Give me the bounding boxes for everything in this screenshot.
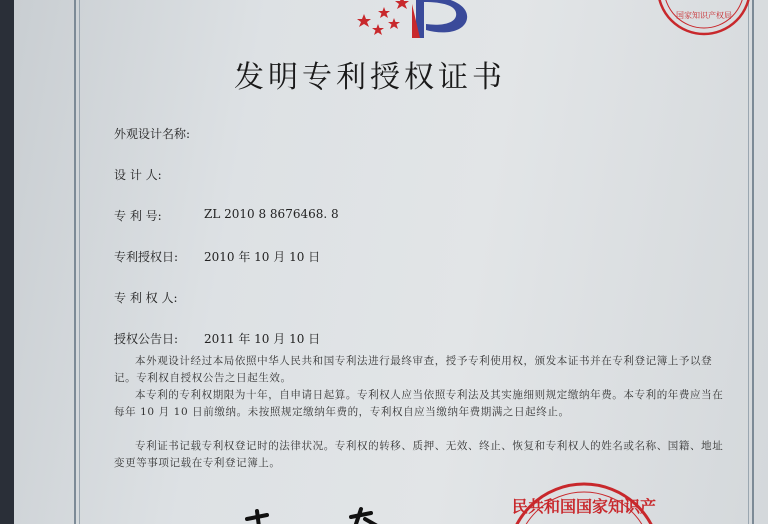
signature: [239, 505, 399, 524]
patent-number-value: ZL 2010 8 8676468. 8: [204, 207, 339, 221]
designer-label: 设 计 人:: [114, 168, 162, 182]
official-seal-top: [644, 0, 764, 38]
certificate-paper: [14, 0, 768, 524]
grant-date-value: 2010 年 10 月 10 日: [204, 250, 321, 264]
seal-top-inner-text: 国家知识产权局: [676, 11, 732, 20]
design-name-label: 外观设计名称:: [114, 127, 191, 141]
patentee-label: 专 利 权 人:: [114, 291, 178, 305]
certificate-title: 发明专利授权证书: [234, 60, 506, 95]
paragraph-2: 本专利的专利权期限为十年，自申请日起算。专利权人应当依照专利法及其实施细则规定缴纳年费。本专利的年费应当在每年 10 月 10 日前缴纳。未按照规定缴纳年费的，专利权自应当缴纳年费期满之日起终止。: [114, 389, 724, 418]
announce-date-label: 授权公告日:: [114, 332, 179, 346]
patent-office-emblem: [354, 0, 484, 40]
announce-date-value: 2011 年 10 月 10 日: [204, 332, 321, 346]
seal-top-text: [681, 0, 726, 1]
grant-date-label: 专利授权日:: [114, 250, 179, 264]
patent-number-label: 专 利 号:: [114, 209, 162, 223]
official-seal-bottom: [484, 480, 684, 524]
paragraph-1: 本外观设计经过本局依照中华人民共和国专利法进行最终审查，授予专利使用权，颁发本证书并在专利登记簿上予以登记。专利权自授权公告之日起生效。: [114, 355, 713, 384]
paragraph-3: 专利证书记载专利权登记时的法律状况。专利权的转移、质押、无效、终止、恢复和专利权人的姓名或名称、国籍、地址变更等事项记载在专利登记簿上。: [114, 440, 724, 469]
seal-bottom-text: 民共和国国家知识产: [511, 497, 657, 516]
